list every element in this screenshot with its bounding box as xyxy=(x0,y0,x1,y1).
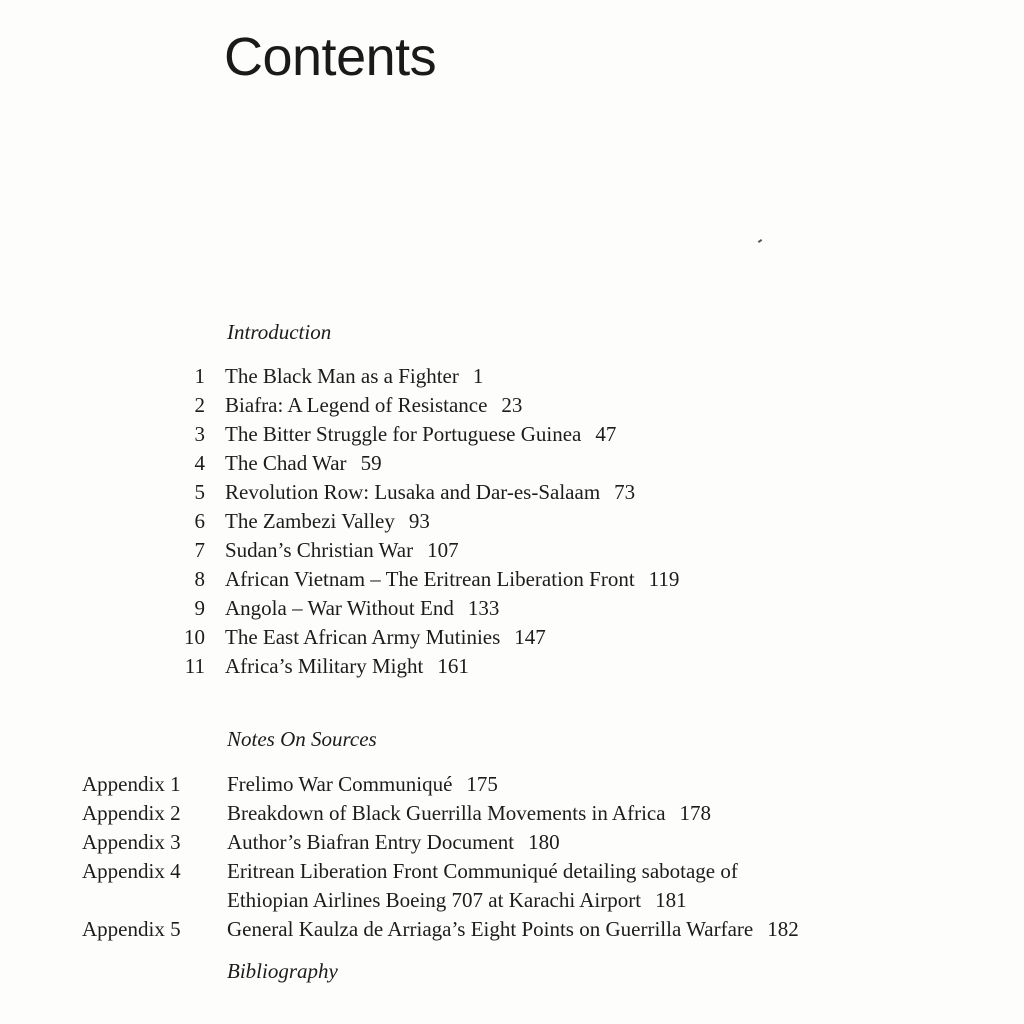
chapter-number: 10 xyxy=(184,625,205,649)
chapter-title: Africa’s Military Might xyxy=(225,654,424,678)
chapter-entry xyxy=(225,507,430,536)
appendix-page-number: 180 xyxy=(528,830,560,854)
chapter-title: The Zambezi Valley xyxy=(225,509,395,533)
chapter-page-number: 133 xyxy=(467,596,500,620)
chapter-page-number: 47 xyxy=(595,422,617,446)
appendix-label: Appendix 2 xyxy=(82,801,181,825)
chapter-title: Angola – War Without End xyxy=(225,596,454,620)
appendix-page-number: 178 xyxy=(679,801,712,825)
chapter-row xyxy=(0,594,1024,623)
chapter-page-number: 161 xyxy=(437,654,469,678)
chapter-title: The Black Man as a Fighter xyxy=(225,364,459,388)
chapter-entry xyxy=(225,623,546,652)
chapter-entry xyxy=(225,449,382,478)
chapter-page-number: 93 xyxy=(408,509,430,533)
appendix-label: Appendix 5 xyxy=(82,917,181,941)
chapter-page-number: 23 xyxy=(501,393,523,417)
chapter-row xyxy=(0,507,1024,536)
chapter-row xyxy=(0,536,1024,565)
appendix-label: Appendix 1 xyxy=(82,772,181,796)
chapter-entry xyxy=(225,391,522,420)
chapter-row xyxy=(0,623,1024,652)
chapter-title: The East African Army Mutinies xyxy=(225,625,501,649)
appendix-entry xyxy=(227,915,799,944)
chapter-number: 7 xyxy=(194,538,205,562)
print-speck xyxy=(758,239,762,243)
chapter-title: African Vietnam – The Eritrean Liberation Front xyxy=(225,567,635,591)
chapter-title: Sudan’s Christian War xyxy=(225,538,414,562)
chapter-entry xyxy=(225,478,635,507)
chapter-number: 11 xyxy=(184,654,205,678)
chapter-title: The Chad War xyxy=(225,451,347,475)
chapter-entry xyxy=(225,420,616,449)
chapter-title: Revolution Row: Lusaka and Dar-es-Salaam xyxy=(225,480,601,504)
appendix-title: Frelimo War Communiqué xyxy=(227,772,453,796)
appendix-title: Eritrean Liberation Front Communiqué detailing sabotage of xyxy=(227,859,738,883)
appendix-page-number: 181 xyxy=(655,888,687,912)
chapter-page-number: 119 xyxy=(648,567,680,591)
chapter-entry xyxy=(225,594,499,623)
notes-on-sources-heading: Notes On Sources xyxy=(227,727,377,751)
appendix-page-number: 175 xyxy=(466,772,498,796)
chapter-row xyxy=(0,391,1024,420)
appendix-title: Author’s Biafran Entry Document xyxy=(227,830,515,854)
chapter-number: 1 xyxy=(194,364,205,388)
chapter-number: 2 xyxy=(194,393,205,417)
chapter-number: 9 xyxy=(194,596,205,620)
chapter-title: Biafra: A Legend of Resistance xyxy=(225,393,488,417)
appendix-label: Appendix 3 xyxy=(82,830,181,854)
chapter-number: 6 xyxy=(194,509,205,533)
appendix-title: Ethiopian Airlines Boeing 707 at Karachi Airport xyxy=(227,888,642,912)
chapter-title: The Bitter Struggle for Portuguese Guinea xyxy=(225,422,582,446)
chapter-row xyxy=(0,652,1024,681)
appendix-entry xyxy=(227,857,738,886)
appendix-entry xyxy=(227,828,560,857)
chapter-row xyxy=(0,362,1024,391)
chapter-page-number: 59 xyxy=(360,451,382,475)
chapter-page-number: 1 xyxy=(472,364,484,388)
chapter-row xyxy=(0,565,1024,594)
appendix-entry xyxy=(227,886,687,915)
bibliography-heading: Bibliography xyxy=(227,959,338,983)
chapter-number: 8 xyxy=(194,567,205,591)
chapter-page-number: 73 xyxy=(614,480,636,504)
appendix-title: Breakdown of Black Guerrilla Movements in Africa xyxy=(227,801,666,825)
appendix-label: Appendix 4 xyxy=(82,859,181,883)
chapter-entry xyxy=(225,362,483,391)
chapter-row xyxy=(0,449,1024,478)
appendix-page-number: 182 xyxy=(767,917,799,941)
chapter-page-number: 147 xyxy=(514,625,546,649)
chapter-number: 3 xyxy=(194,422,205,446)
introduction-heading: Introduction xyxy=(227,320,332,344)
appendix-entry xyxy=(227,799,711,828)
chapter-entry xyxy=(225,652,469,681)
appendix-entry xyxy=(227,770,498,799)
appendix-title: General Kaulza de Arriaga’s Eight Points on Guerrilla Warfare xyxy=(227,917,754,941)
chapter-entry xyxy=(225,536,459,565)
page-title: Contents xyxy=(224,27,437,87)
chapter-row xyxy=(0,478,1024,507)
chapter-entry xyxy=(225,565,679,594)
chapter-page-number: 107 xyxy=(427,538,459,562)
chapter-number: 4 xyxy=(194,451,205,475)
chapter-row xyxy=(0,420,1024,449)
chapter-number: 5 xyxy=(194,480,205,504)
